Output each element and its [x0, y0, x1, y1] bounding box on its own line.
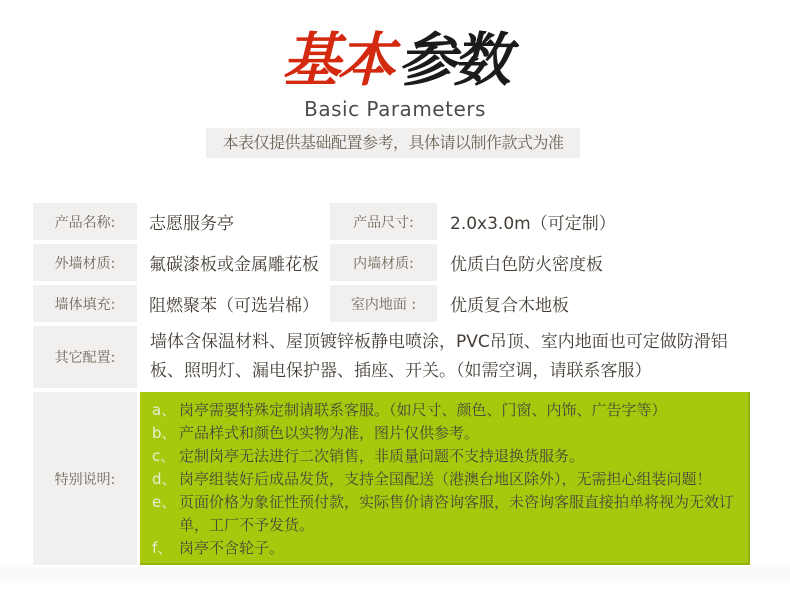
- spec-value-other-config: [137, 326, 757, 388]
- note-item-f: [152, 537, 742, 560]
- note-prefix: f、: [152, 539, 173, 557]
- page-subtitle: Basic Parameters: [304, 97, 486, 121]
- note-text: 岗亭不含轮子。: [179, 539, 285, 557]
- note-text: 页面价格为象征性预付款，实际售价请咨询客服，未咨询客服直接拍单将视为无效订单，工厂不予发货。: [179, 493, 735, 534]
- note-item-d: [152, 468, 742, 491]
- spec-value-wall-filling: 阻燃聚苯（可选岩棉）: [137, 285, 330, 322]
- spec-value-indoor-floor: 优质复合木地板: [437, 285, 757, 322]
- page-title-red-part: 基本: [281, 26, 392, 94]
- table-row: [33, 203, 757, 240]
- spec-label-special-notes: 特别说明:: [33, 392, 137, 565]
- table-row-other-config: [33, 326, 757, 388]
- spec-value-outer-wall: 氟碳漆板或金属雕花板: [137, 244, 330, 281]
- spec-label-product-name: 产品名称:: [33, 203, 137, 240]
- other-config-text: 墙体含保温材料、屋顶镀锌板静电喷涂，PVC吊顶、室内地面也可定做防滑铝板、照明灯、漏电保护器、插座、开关。（如需空调，请联系客服）: [150, 332, 728, 381]
- note-text: 岗亭需要特殊定制请联系客服。（如尺寸、颜色、门窗、内饰、广告字等）: [179, 401, 667, 419]
- note-prefix: c、: [152, 447, 176, 465]
- note-item-e: [152, 491, 742, 537]
- table-row: [33, 244, 757, 281]
- spec-table: [33, 203, 757, 565]
- note-prefix: b、: [152, 424, 177, 442]
- notice-bar: 本表仅提供基础配置参考，具体请以制作款式为准: [206, 128, 580, 158]
- note-prefix: d、: [152, 470, 177, 488]
- note-item-a: [152, 399, 742, 422]
- spec-value-product-name: 志愿服务亭: [137, 203, 330, 240]
- special-notes-box: [140, 392, 750, 565]
- spec-label-wall-filling: 墙体填充:: [33, 285, 137, 322]
- note-prefix: a、: [152, 401, 177, 419]
- spec-value-product-size: 2.0x3.0m（可定制）: [437, 203, 757, 240]
- spec-label-product-size: 产品尺寸:: [330, 203, 437, 240]
- bottom-band: [0, 567, 790, 583]
- note-text: 岗亭组装好后成品发货，支持全国配送（港澳台地区除外），无需担心组装问题！: [179, 470, 712, 488]
- spec-label-indoor-floor: 室内地面 :: [330, 285, 437, 322]
- note-text: 定制岗亭无法进行二次销售，非质量问题不支持退换货服务。: [179, 447, 585, 465]
- note-item-c: [152, 445, 742, 468]
- page-title-black-part: 参数: [398, 26, 509, 94]
- spec-label-outer-wall: 外墙材质:: [33, 244, 137, 281]
- spec-label-other-config: 其它配置:: [33, 326, 137, 388]
- note-text: 产品样式和颜色以实物为准，图片仅供参考。: [179, 424, 480, 442]
- note-prefix: e、: [152, 493, 177, 511]
- note-item-b: [152, 422, 742, 445]
- table-row-special-notes: [33, 392, 757, 565]
- spec-label-inner-wall: 内墙材质:: [330, 244, 437, 281]
- page-title: [0, 20, 790, 100]
- table-row: [33, 285, 757, 322]
- spec-value-inner-wall: 优质白色防火密度板: [437, 244, 757, 281]
